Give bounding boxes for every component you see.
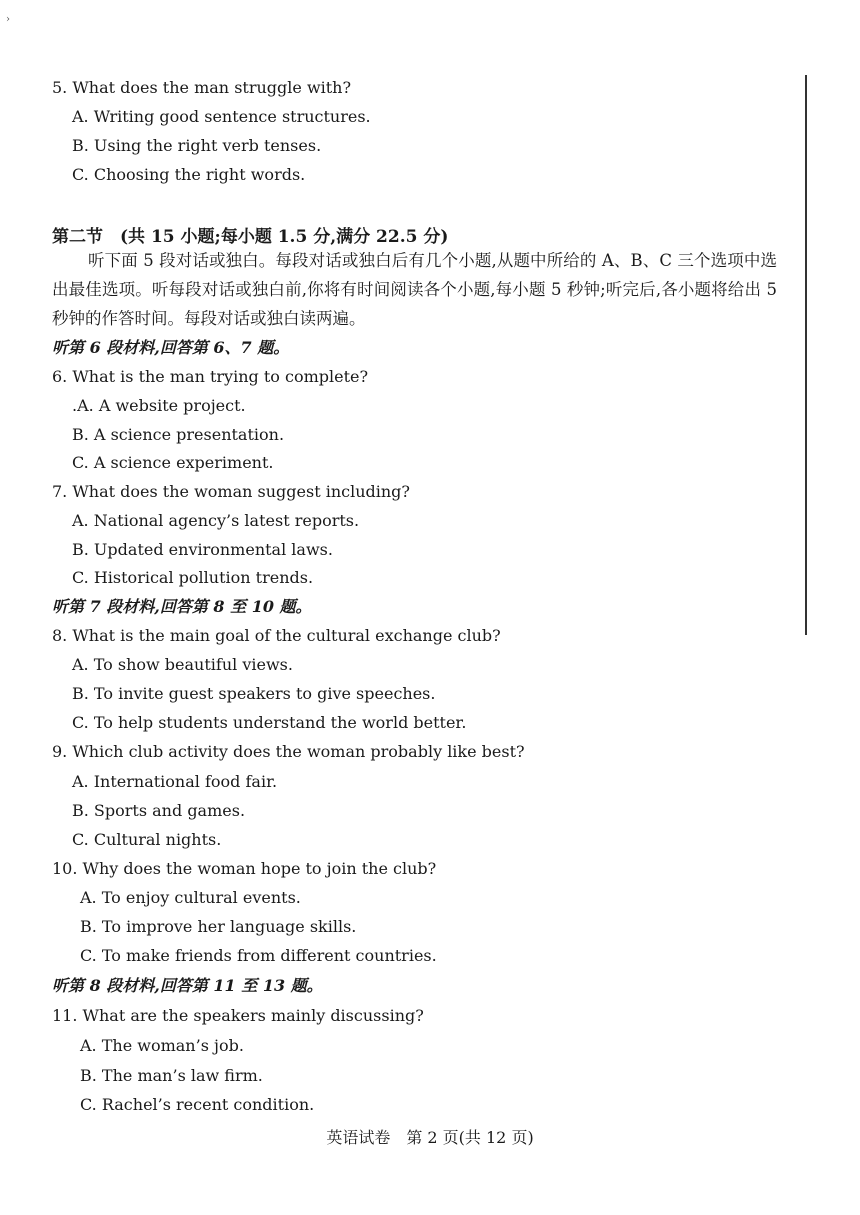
section-2-title: 第二节 (共 15 小题;每小题 1.5 分,满分 22.5 分) (52, 227, 449, 247)
question-6: 6. What is the man trying to complete? (52, 367, 369, 386)
question-8-option-b: B. To invite guest speakers to give speeches. (72, 684, 436, 703)
question-6-option-b: B. A science presentation. (72, 425, 285, 444)
question-7-option-a: A. National agency’s latest reports. (72, 511, 360, 530)
margin-rule (805, 75, 807, 635)
question-5-option-c: C. Choosing the right words. (72, 165, 306, 184)
question-11-option-c: C. Rachel’s recent condition. (80, 1095, 315, 1114)
question-9-option-b: B. Sports and games. (72, 801, 246, 820)
question-7-option-b: B. Updated environmental laws. (72, 540, 333, 559)
question-11: 11. What are the speakers mainly discussing? (52, 1006, 424, 1025)
question-10: 10. Why does the woman hope to join the club? (52, 859, 437, 878)
question-6-option-a: .A. A website project. (72, 396, 246, 415)
question-6-option-c: C. A science experiment. (72, 453, 274, 472)
question-11-option-b: B. The man’s law firm. (80, 1066, 263, 1085)
question-8: 8. What is the main goal of the cultural exchange club? (52, 626, 501, 645)
question-7: 7. What does the woman suggest including? (52, 482, 410, 501)
question-9-option-c: C. Cultural nights. (72, 830, 222, 849)
page-footer: 英语试卷 第 2 页(共 12 页) (326, 1128, 534, 1147)
question-7-option-c: C. Historical pollution trends. (72, 568, 314, 587)
listen-instruction-7: 听第 7 段材料,回答第 8 至 10 题。 (52, 597, 312, 616)
question-5-option-b: B. Using the right verb tenses. (72, 136, 322, 155)
question-10-option-c: C. To make friends from different countries. (80, 946, 437, 965)
question-8-option-c: C. To help students understand the world better. (72, 713, 467, 732)
listen-instruction-6: 听第 6 段材料,回答第 6、7 题。 (52, 338, 290, 357)
section-2-instructions: 听下面 5 段对话或独白。每段对话或独白后有几个小题,从题中所给的 A、B、C 三个选项中选出最佳选项。听每段对话或独白前,你将有时间阅读各个小题,每小题 5 秒钟;听完后,各小题将给出 5 秒钟的作答时间。每段对话或独白读两遍。 (52, 251, 777, 328)
question-9: 9. Which club activity does the woman probably like best? (52, 742, 525, 761)
question-11-option-a: A. The woman’s job. (80, 1036, 244, 1055)
question-8-option-a: A. To show beautiful views. (72, 655, 293, 674)
listen-instruction-8: 听第 8 段材料,回答第 11 至 13 题。 (52, 976, 323, 995)
question-10-option-b: B. To improve her language skills. (80, 917, 357, 936)
question-5: 5. What does the man struggle with? (52, 78, 352, 97)
question-10-option-a: A. To enjoy cultural events. (80, 888, 301, 907)
question-5-option-a: A. Writing good sentence structures. (72, 107, 371, 126)
question-9-option-a: A. International food fair. (72, 772, 278, 791)
corner-mark: › (6, 14, 10, 25)
